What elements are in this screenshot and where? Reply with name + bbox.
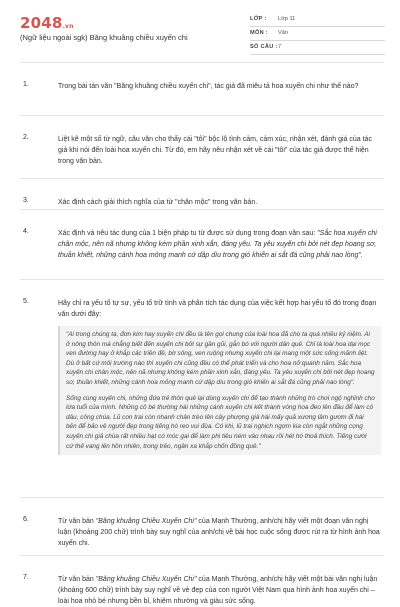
question-prompt: Hãy chỉ ra yếu tố tự sự, yếu tố trữ tình và phân tích tác dụng của việc kết hợp hai yếu tố đó trong đoạn văn dưới đây: — [58, 300, 377, 318]
meta-row-subject — [250, 26, 385, 40]
question-number: 1. — [23, 81, 29, 88]
question-1 — [20, 62, 384, 115]
site-logo[interactable] — [20, 14, 74, 32]
quoted-passage: "Sắc hoa xuyến chi chân mộc, nên nã nhưng không kém phần xinh xắn, đáng yêu. Ta yêu xuyến chi bởi nét đẹp hoang sơ, thuần khiết, những cánh hoa mỏng manh cứ dập dìu trong gió khiến ai sắt đá cũng phải nao lòng". — [58, 230, 377, 259]
question-5 — [20, 279, 384, 497]
question-7 — [20, 555, 384, 605]
meta-key: SỐ CÂU : — [250, 40, 278, 54]
question-text — [58, 574, 381, 607]
work-title: "Băng khuâng Chiều Xuyến Chi" — [95, 518, 197, 525]
question-6 — [20, 497, 384, 555]
question-number: 7. — [23, 574, 29, 581]
question-text: Xác định cách giải thích nghĩa của từ "chân mộc" trong văn bản. — [58, 199, 258, 206]
excerpt-paragraph: "Ai trong chúng ta, đơn kim hay xuyến chi đều là tên gọi chung của loài hoa đã cho ta quá nhiều kỷ niệm. Ai ở nông thôn mà chẳng biết đến xuyến chi bởi sự gần gũi, gắn bó với người dân quê. Chỉ là loài hoa dại mọc ven đường hay ở khắp các triền đê, bờ sông, ven ruộng nhưng xuyến chi lại mang một sức sống mãnh liệt. Dù ở bất cứ môi trường nào thì xuyến chi cũng đều có thể phát triển và cho hoa nở quanh năm. Sắc hoa xuyến chi chân mộc, nên nã nhưng không kém phần xinh xắn, đáng yêu. Ta yêu xuyến chi bởi nét đẹp hoang sơ, thuần khiết, những cánh hoa mỏng manh cứ dập dìu trong gió khiến ai sắt đá cũng phải nao lòng". — [66, 331, 375, 386]
page-header — [0, 0, 400, 62]
question-3 — [20, 178, 384, 209]
meta-value: 7 — [278, 40, 385, 54]
work-title: "Băng khuâng Chiều Xuyến Chi" — [95, 576, 197, 583]
question-text — [58, 298, 381, 455]
meta-value: Văn — [278, 26, 385, 40]
question-text: Liệt kê một số từ ngữ, câu văn cho thấy cái "tôi" bộc lộ tình cảm, cảm xúc, nhận xét, đánh giá của tác giả khi nói đến loài hoa xuyến chi. Từ đó, em hãy nêu nhận xét về cái "tôi" của tác giả được thể hiện trong văn bản. — [58, 136, 372, 165]
logo-suffix: .vn — [62, 23, 74, 30]
question-text-plain: Từ văn bản — [58, 576, 96, 583]
meta-value: Lớp 11 — [278, 12, 385, 26]
question-text — [58, 228, 381, 261]
question-number: 4. — [23, 228, 29, 235]
excerpt-paragraph: Sống cùng xuyến chi, những đứa trẻ thôn quê lại dùng xuyến chi để tạo thành những trò chơi ngộ nghĩnh cho lứa tuổi của mình. Những cô bé thường hái những cánh xuyến chi kết thành vòng hoa đeo lên đầu để làm cô dâu, công chúa. Lũ con trai còn nhanh chân trèo lên cây phượng già hái mấy quả xương lâm gươm đi hái bẻn để bảo vệ người đẹp trong tiếng hò reo vui đùa. Có khi, lũ trai nghịch ngợm kia còn ngắt những cọng xuyến chi giả chùa rất nhiều hạt có móc gai để làm phi tiêu ném vào nhau rồi hét hò thoả thích. Tiếng cười cứ thế vang lên hồn nhiên, trong trẻo, ngân xa khắp chốn đồng quê." — [66, 394, 375, 450]
question-text — [58, 516, 381, 549]
meta-key: LỚP : — [250, 12, 278, 26]
meta-info-table — [250, 12, 385, 55]
meta-row-count — [250, 40, 385, 54]
meta-row-class — [250, 12, 385, 26]
question-text-plain: của Mạnh Thường, anh/chị hãy viết một bài văn nghị luận (khoảng 600 chữ) trình bày suy nghĩ về vẻ đẹp của con người Việt Nam qua hình ảnh hoa xuyến chi – loài hoa nhỏ bé nhưng bền bỉ, khiêm nhường và giàu sức sống. — [58, 576, 378, 605]
question-text-plain: Xác định và nêu tác dụng của 1 biện pháp tu từ được sử dụng trong đoạn văn sau: — [58, 230, 318, 237]
logo-text: 2048 — [20, 14, 63, 32]
question-number: 5. — [23, 298, 29, 305]
question-number: 3. — [23, 197, 29, 204]
question-4 — [20, 209, 384, 279]
question-text-plain: của Mạnh Thường, anh/chị hãy viết một đoạn văn nghị luận (khoảng 200 chữ) trình bày suy nghĩ của anh/chị về bài học cuộc sống được rút ra từ hình ảnh hoa xuyến chi. — [58, 518, 380, 547]
question-text: Trong bài tản văn "Băng khuâng chiều xuyến chi", tác giả đã miêu tả hoa xuyến chi như thế nào? — [58, 83, 359, 90]
quoted-excerpt — [58, 326, 381, 455]
meta-key: MÔN : — [250, 26, 278, 40]
question-number: 2. — [23, 134, 29, 141]
question-number: 6. — [23, 516, 29, 523]
document-title: (Ngữ liệu ngoài sgk) Băng khuâng chiều xuyến chi — [20, 33, 188, 42]
question-text-plain: Từ văn bản — [58, 518, 96, 525]
question-2 — [20, 115, 384, 178]
